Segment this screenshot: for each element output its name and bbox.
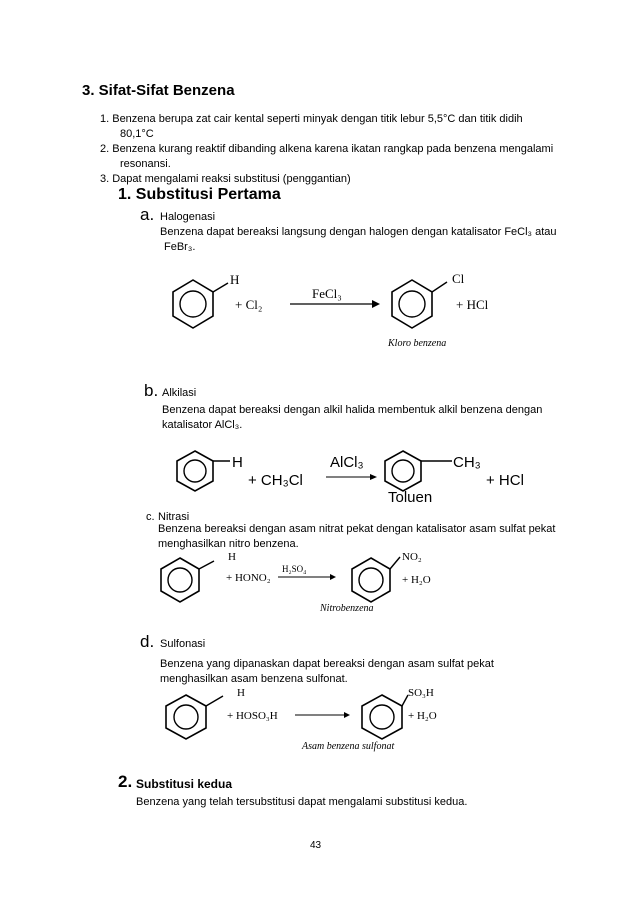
product-substituent: Cl — [452, 271, 465, 286]
reactant-substituent: H — [230, 272, 240, 287]
byproduct: + HCl — [486, 472, 524, 489]
item-a-letter: a. — [140, 205, 155, 224]
benzene-ring-reactant-icon — [166, 695, 223, 739]
item-c-desc-cont: menghasilkan nitro benzena. — [158, 538, 299, 550]
product-name: Kloro benzena — [388, 338, 447, 349]
sub2-title: Substitusi kedua — [136, 777, 233, 791]
sub1-title: 1. Substitusi Pertama — [118, 186, 281, 203]
reagent: + HONO₂ — [226, 572, 271, 584]
reagent: + Cl₂ — [235, 297, 263, 312]
product-name: Asam benzena sulfonat — [302, 741, 395, 752]
byproduct: + H₂O — [408, 710, 437, 722]
product-substituent: NO₂ — [402, 551, 422, 563]
item-b-desc: Benzena dapat bereaksi dengan alkil halida membentuk alkil benzena dengan — [162, 404, 543, 416]
item-d-desc: Benzena yang dipanaskan dapat bereaksi dengan asam sulfat pekat — [160, 658, 494, 670]
product-name: Toluen — [388, 489, 433, 506]
sub2-number: 2. — [118, 772, 133, 791]
catalyst: AlCl₃ — [330, 454, 364, 471]
reagent: + CH₃Cl — [248, 472, 303, 489]
item-d-desc-cont: menghasilkan asam benzena sulfonat. — [160, 673, 348, 685]
product-substituent: CH₃ — [453, 454, 481, 471]
point-3: 3. Dapat mengalami reaksi substitusi (penggantian) — [100, 173, 351, 185]
product-name: Nitrobenzena — [320, 603, 374, 614]
reactant-substituent: H — [237, 687, 245, 699]
reagent: + HOSO₃H — [227, 710, 278, 722]
item-c-name: Nitrasi — [158, 511, 190, 523]
item-b-name: Alkilasi — [162, 387, 197, 399]
product-substituent: SO₃H — [408, 687, 434, 699]
item-b-desc-cont: katalisator AlCl₃. — [162, 419, 243, 431]
byproduct: + H₂O — [402, 574, 431, 586]
item-c-letter: c. — [146, 511, 155, 523]
section-title: 3. Sifat-Sifat Benzena — [82, 82, 235, 99]
point-2-cont: resonansi. — [120, 158, 171, 170]
point-1: 1. Benzena berupa zat cair kental seperti minyak dengan titik lebur 5,5°C dan titik didih — [100, 113, 523, 125]
benzene-ring-product-icon — [362, 695, 408, 739]
item-a-desc: Benzena dapat bereaksi langsung dengan halogen dengan katalisator FeCl₃ atau — [160, 226, 557, 238]
page-number: 43 — [310, 840, 322, 851]
reactant-substituent: H — [228, 551, 236, 563]
item-c-desc: Benzena bereaksi dengan asam nitrat pekat dengan katalisator asam sulfat pekat — [158, 523, 556, 535]
sub2-desc: Benzena yang telah tersubstitusi dapat mengalami substitusi kedua. — [136, 796, 468, 808]
point-2: 2. Benzena kurang reaktif dibanding alkena karena ikatan rangkap pada benzena mengalami — [100, 143, 554, 155]
item-a-desc-cont: FeBr₃. — [164, 241, 196, 253]
reactant-substituent: H — [232, 454, 243, 471]
catalyst: FeCl₃ — [312, 286, 342, 301]
catalyst: H₂SO₄ — [282, 564, 307, 574]
item-b-letter: b. — [144, 381, 159, 400]
byproduct: + HCl — [456, 297, 489, 312]
point-1-cont: 80,1°C — [120, 128, 154, 140]
item-d-name: Sulfonasi — [160, 638, 206, 650]
item-a-name: Halogenasi — [160, 211, 216, 223]
item-d-letter: d. — [140, 632, 155, 651]
